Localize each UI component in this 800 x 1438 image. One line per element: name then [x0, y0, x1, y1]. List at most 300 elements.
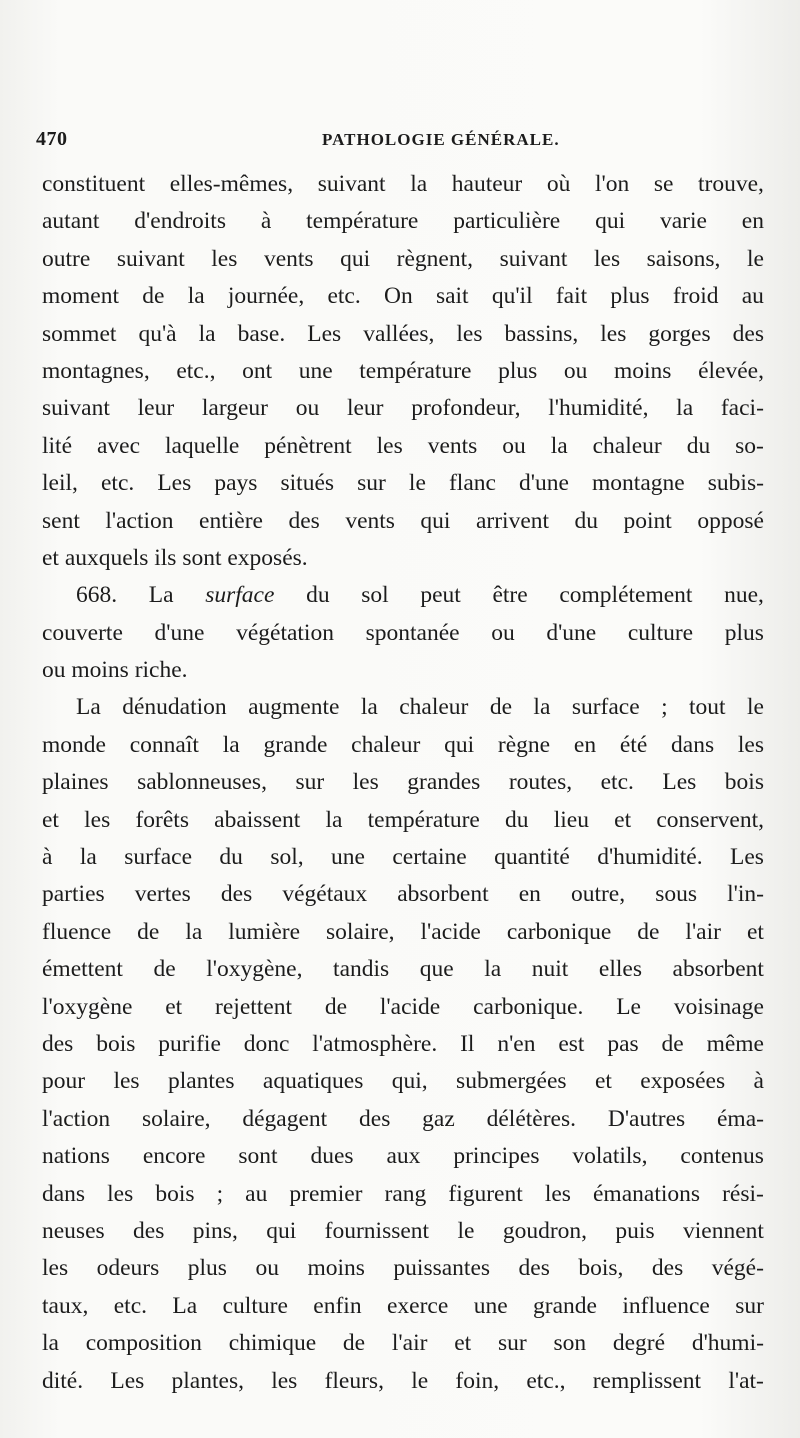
- word: varie: [659, 208, 707, 235]
- word: chaleur: [399, 694, 469, 721]
- word: rejettent: [215, 993, 293, 1020]
- word: sablonneuses,: [137, 769, 267, 796]
- word: grandes: [407, 769, 481, 796]
- word: règne: [497, 731, 551, 758]
- word: lieu: [553, 806, 589, 833]
- text-line: [42, 465, 764, 502]
- word: de: [489, 694, 512, 721]
- word: que: [419, 956, 454, 983]
- word: Le: [616, 993, 641, 1020]
- text-line: [42, 241, 764, 278]
- text-line: [42, 203, 764, 240]
- word: exposées: [640, 1068, 726, 1095]
- word: aux: [386, 1143, 421, 1170]
- word: qui: [340, 245, 371, 272]
- word: plus: [724, 619, 764, 646]
- text-line: [42, 1288, 764, 1325]
- word: la: [360, 694, 378, 721]
- word: d'humidité.: [597, 844, 703, 871]
- word: les: [544, 1180, 571, 1207]
- word: et: [454, 1330, 472, 1357]
- word: sol,: [270, 844, 304, 871]
- word: l'on: [594, 171, 630, 197]
- word: le: [746, 245, 764, 272]
- word: émettent: [42, 956, 123, 983]
- word: la: [325, 806, 343, 833]
- word: les: [211, 245, 238, 272]
- text-line: [42, 1325, 764, 1362]
- word: la: [198, 320, 216, 347]
- word: sol: [361, 582, 389, 609]
- word: est: [558, 1030, 585, 1057]
- word: Les: [157, 470, 192, 497]
- text-line: [42, 802, 764, 839]
- word: D'autres: [607, 1105, 686, 1132]
- word: l'acide: [379, 993, 441, 1020]
- word: du: [574, 507, 599, 534]
- word: en: [573, 731, 597, 758]
- word: pins,: [192, 1217, 238, 1244]
- text-line: [42, 914, 764, 951]
- word: l'air: [391, 1330, 428, 1357]
- emphasized-word: surface: [205, 582, 275, 609]
- text-line: [42, 1363, 764, 1400]
- word: absorbent: [672, 956, 764, 983]
- word: n'en: [497, 1030, 536, 1057]
- word: dans: [671, 731, 715, 758]
- word: influence: [622, 1292, 710, 1319]
- word: vents: [345, 507, 395, 534]
- text-line: [42, 989, 764, 1026]
- word: sous: [655, 881, 697, 908]
- word: enfin: [313, 1292, 362, 1319]
- word: des: [651, 1255, 684, 1282]
- word: voisinage: [673, 993, 764, 1020]
- word: base.: [237, 320, 286, 347]
- word: température: [359, 357, 472, 384]
- word: de: [142, 283, 165, 310]
- word: chaleur: [592, 432, 662, 459]
- word: volatils,: [572, 1143, 648, 1170]
- word: certaine: [392, 844, 467, 871]
- word: les: [42, 1255, 69, 1282]
- word: qu'il: [491, 283, 533, 310]
- word: qu'à: [138, 320, 177, 347]
- word: lité: [42, 432, 73, 459]
- word: augmente: [248, 694, 340, 721]
- text-line: [42, 951, 764, 988]
- word: d'une: [154, 619, 205, 646]
- word: les: [352, 769, 379, 796]
- word: pour: [42, 1068, 86, 1095]
- line-text: ou moins riche.: [42, 657, 188, 684]
- word: rési-: [722, 1180, 764, 1207]
- word: bois: [155, 1180, 195, 1207]
- running-title: PATHOLOGIE GÉNÉRALE.: [322, 130, 560, 149]
- word: La: [148, 582, 174, 609]
- word: et: [614, 806, 632, 833]
- word: grande: [263, 731, 328, 758]
- word: montagnes,: [42, 357, 150, 384]
- word: etc.,: [176, 357, 216, 384]
- text-line: [42, 1063, 764, 1100]
- text-line: [42, 1250, 764, 1287]
- word: vents: [263, 245, 314, 272]
- word: goudron,: [502, 1217, 588, 1244]
- body-text: [42, 166, 764, 1400]
- word: complétement: [559, 582, 693, 609]
- word: l'action: [105, 507, 174, 534]
- word: viennent: [683, 1217, 764, 1244]
- word: du: [686, 432, 711, 459]
- word: moment: [42, 283, 120, 310]
- word: la: [484, 956, 502, 983]
- word: sommet: [42, 320, 117, 347]
- word: le: [408, 470, 426, 497]
- word: le: [457, 1217, 475, 1244]
- word: ou: [491, 619, 515, 646]
- word: sur: [357, 470, 386, 497]
- word: végé-: [711, 1255, 764, 1282]
- text-line: [42, 503, 764, 540]
- word: les: [737, 731, 764, 758]
- word: au: [741, 283, 764, 310]
- word: aquatiques: [262, 1068, 364, 1095]
- word: l'atmosphère.: [312, 1030, 438, 1057]
- word: ont: [242, 357, 273, 384]
- word: outre: [42, 245, 91, 272]
- word: même: [706, 1030, 764, 1057]
- word: dité.: [42, 1367, 84, 1394]
- text-line: [42, 615, 764, 652]
- word: la: [42, 1330, 59, 1357]
- word: température: [306, 208, 419, 235]
- word: rang: [384, 1180, 427, 1207]
- word: été: [619, 731, 648, 758]
- word: suivant: [116, 245, 185, 272]
- word: surface: [124, 844, 193, 871]
- word: nations: [42, 1143, 110, 1170]
- word: hauteur: [451, 171, 523, 197]
- word: absorbent: [397, 881, 489, 908]
- text-line: [42, 316, 764, 353]
- word: la: [550, 432, 568, 459]
- word: vertes: [134, 881, 191, 908]
- word: des: [288, 507, 320, 534]
- word: bois: [724, 769, 764, 796]
- text-line: [42, 764, 764, 801]
- word: neuses: [42, 1217, 105, 1244]
- word: qui: [444, 731, 475, 758]
- word: moins: [613, 357, 672, 384]
- word: taux,: [42, 1292, 89, 1319]
- word: solaire,: [326, 918, 395, 945]
- word: de: [324, 993, 348, 1020]
- text-line: [42, 652, 764, 689]
- word: des: [518, 1255, 550, 1282]
- word: puis: [615, 1217, 655, 1244]
- word: être: [492, 582, 528, 609]
- word: laquelle: [164, 432, 240, 459]
- word: de: [637, 918, 660, 945]
- word: et: [594, 1068, 612, 1095]
- word: saisons,: [646, 245, 721, 272]
- word: fournissent: [324, 1217, 430, 1244]
- word: se: [653, 171, 674, 197]
- word: contenus: [680, 1143, 764, 1170]
- word: nue,: [724, 582, 764, 609]
- word: l'action: [42, 1105, 111, 1132]
- word: suivant: [317, 171, 386, 197]
- word: figurent: [448, 1180, 523, 1207]
- word: Les: [729, 844, 764, 871]
- word: pays: [214, 470, 258, 497]
- word: gorges: [648, 320, 711, 347]
- text-line: [42, 1176, 764, 1213]
- word: sur: [497, 1330, 527, 1357]
- word: bassins,: [504, 320, 579, 347]
- word: sur: [735, 1292, 764, 1319]
- word: de: [153, 956, 176, 983]
- word: et: [165, 993, 183, 1020]
- word: l'at-: [728, 1367, 764, 1394]
- word: sent: [42, 507, 80, 534]
- word: la: [79, 844, 97, 871]
- word: dégagent: [242, 1105, 328, 1132]
- word: froid: [672, 283, 719, 310]
- text-line: [42, 540, 764, 577]
- word: leur: [137, 395, 175, 422]
- word: On: [383, 283, 413, 310]
- word: gaz: [422, 1105, 455, 1132]
- word: en: [741, 208, 764, 235]
- word: connaît: [129, 731, 199, 758]
- word: la: [187, 283, 205, 310]
- word: subis-: [707, 470, 764, 497]
- word: la: [185, 918, 203, 945]
- word: solaire,: [142, 1105, 211, 1132]
- word: d'une: [519, 470, 569, 497]
- word: dénudation: [122, 694, 227, 721]
- text-line: [42, 1101, 764, 1138]
- word: faci-: [720, 395, 764, 422]
- word: plantes,: [171, 1367, 244, 1394]
- word: plantes: [167, 1068, 235, 1095]
- running-head: [36, 128, 776, 154]
- word: l'acide: [420, 918, 481, 945]
- word: moins: [307, 1255, 365, 1282]
- word: etc.,: [526, 1367, 566, 1394]
- word: degré: [612, 1330, 666, 1357]
- word: son: [553, 1330, 587, 1357]
- word: l'humidité,: [548, 395, 649, 422]
- word: les: [594, 245, 621, 272]
- word: une: [331, 844, 365, 871]
- word: trouve,: [698, 171, 764, 197]
- word: la: [676, 395, 694, 422]
- word: et: [42, 806, 59, 833]
- word: des: [42, 1030, 74, 1057]
- word: principes: [453, 1143, 540, 1170]
- word: profondeur,: [411, 395, 521, 422]
- word: ou: [563, 357, 588, 384]
- word: plus: [610, 283, 650, 310]
- word: carbonique: [506, 918, 612, 945]
- word: plaines: [42, 769, 109, 796]
- word: largeur: [201, 395, 268, 422]
- word: tout: [689, 694, 726, 721]
- text-line: [42, 1138, 764, 1175]
- word: en: [518, 881, 541, 908]
- word: la: [222, 731, 240, 758]
- word: les: [113, 1068, 140, 1095]
- word: le: [411, 1367, 429, 1394]
- word: d'endroits: [134, 208, 226, 235]
- word: encore: [142, 1143, 206, 1170]
- text-line: [42, 577, 764, 614]
- word: l'in-: [727, 881, 764, 908]
- word: etc.: [100, 470, 135, 497]
- word: monde: [42, 731, 106, 758]
- word: puissantes: [393, 1255, 491, 1282]
- word: ou: [502, 432, 526, 459]
- word: émanations: [593, 1180, 701, 1207]
- word: etc.: [600, 769, 634, 796]
- word: constituent: [42, 171, 146, 197]
- word: situés: [280, 470, 335, 497]
- word: l'air: [685, 918, 721, 945]
- word: so-: [735, 432, 764, 459]
- word: du: [306, 582, 330, 609]
- word: leur: [346, 395, 384, 422]
- line-text: et auxquels ils sont exposés.: [42, 544, 308, 571]
- word: les: [107, 1180, 134, 1207]
- word: au: [245, 1180, 268, 1207]
- word: les: [456, 320, 483, 347]
- word: des: [732, 320, 764, 347]
- word: ;: [661, 694, 668, 721]
- word: vents: [427, 432, 478, 459]
- word: les: [376, 432, 403, 459]
- word: lumière: [228, 918, 301, 945]
- word: pas: [607, 1030, 639, 1057]
- word: température: [367, 806, 480, 833]
- word: particulière: [453, 208, 561, 235]
- word: de: [137, 918, 160, 945]
- word: vallées,: [363, 320, 435, 347]
- word: de: [342, 1330, 366, 1357]
- word: culture: [627, 619, 694, 646]
- text-line: [42, 166, 764, 203]
- word: elles: [598, 956, 642, 983]
- word: fait: [555, 283, 588, 310]
- word: odeurs: [96, 1255, 160, 1282]
- word: à: [753, 1068, 764, 1095]
- word: carbonique.: [473, 993, 584, 1020]
- word: qui: [595, 208, 626, 235]
- word: d'une: [546, 619, 597, 646]
- word: fluence: [42, 918, 112, 945]
- text-line: [42, 689, 764, 726]
- word: chaleur: [351, 731, 421, 758]
- word: couverte: [42, 619, 123, 646]
- word: plus: [498, 357, 538, 384]
- word: conservent,: [656, 806, 764, 833]
- word: routes,: [508, 769, 573, 796]
- word: donc: [243, 1030, 290, 1057]
- word: bois,: [578, 1255, 624, 1282]
- text-line: [42, 353, 764, 390]
- word: autant: [42, 208, 100, 235]
- word: du: [219, 844, 243, 871]
- word: délétères.: [486, 1105, 577, 1132]
- word: de: [661, 1030, 684, 1057]
- word: sont: [238, 1143, 278, 1170]
- word: submergées: [456, 1068, 567, 1095]
- word: des: [220, 881, 253, 908]
- word: point: [623, 507, 672, 534]
- text-line: [42, 1026, 764, 1063]
- word: dues: [310, 1143, 354, 1170]
- word: règnent,: [396, 245, 474, 272]
- word: les: [600, 320, 627, 347]
- word: l'oxygène,: [206, 956, 303, 983]
- word: les: [84, 806, 111, 833]
- word: la: [533, 694, 551, 721]
- word: exerce: [386, 1292, 449, 1319]
- word: à: [260, 208, 272, 235]
- word: une: [473, 1292, 508, 1319]
- word: Les: [662, 769, 697, 796]
- word: d'humi-: [691, 1330, 764, 1357]
- word: chimique: [228, 1330, 317, 1357]
- word: à: [42, 844, 53, 871]
- word: quantité: [494, 844, 570, 871]
- word: leil,: [42, 470, 78, 497]
- word: qui,: [391, 1068, 428, 1095]
- word: etc.: [327, 283, 361, 310]
- word: spontanée: [365, 619, 460, 646]
- word: journée,: [227, 283, 305, 310]
- word: qui: [266, 1217, 297, 1244]
- word: qui: [420, 507, 451, 534]
- word: éma-: [717, 1105, 764, 1132]
- word: des: [133, 1217, 165, 1244]
- word: entière: [199, 507, 263, 534]
- word: suivant: [499, 245, 568, 272]
- word: dans: [42, 1180, 86, 1207]
- word: les: [271, 1367, 298, 1394]
- text-line: [42, 876, 764, 913]
- word: pénètrent: [264, 432, 352, 459]
- word: culture: [222, 1292, 288, 1319]
- word: foin,: [455, 1367, 500, 1394]
- word: suivant: [42, 395, 110, 422]
- word: outre,: [570, 881, 626, 908]
- word: Il: [460, 1030, 475, 1057]
- word: Les: [307, 320, 342, 347]
- word: du: [505, 806, 529, 833]
- word: flanc: [448, 470, 496, 497]
- word: forêts: [135, 806, 189, 833]
- text-line: [42, 278, 764, 315]
- word: élevée,: [698, 357, 764, 384]
- word: parties: [42, 881, 105, 908]
- word: végétaux: [282, 881, 368, 908]
- word: grande: [533, 1292, 597, 1319]
- text-line: [42, 1213, 764, 1250]
- word: remplissent: [592, 1367, 702, 1394]
